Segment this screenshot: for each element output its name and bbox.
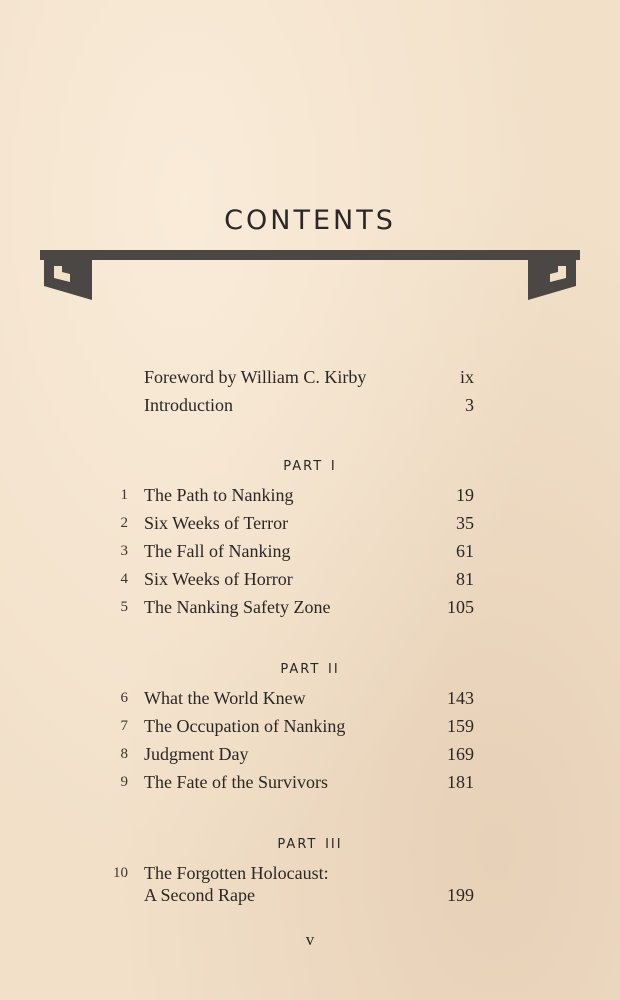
- toc-entry-page: 3: [465, 395, 474, 415]
- chapter-number: 9: [120, 774, 128, 790]
- title-ornament-rule: [40, 246, 580, 308]
- toc-entry-label: The Fall of Nanking: [144, 541, 291, 561]
- chapter-number: 6: [120, 690, 128, 706]
- toc-entry-foreword[interactable]: [0, 364, 620, 390]
- toc-entry-page: 181: [447, 772, 474, 792]
- toc-entry-introduction[interactable]: [0, 392, 620, 418]
- toc-entry-page: 105: [447, 597, 474, 617]
- chapter-number: 5: [120, 599, 128, 615]
- toc-entry-page: 169: [447, 744, 474, 764]
- toc-entry-label: Foreword by William C. Kirby: [144, 367, 367, 387]
- toc-entry-chapter[interactable]: [0, 860, 620, 912]
- chapter-number: 1: [120, 487, 128, 503]
- toc-entry-page: 81: [456, 569, 474, 589]
- toc-entry-label: The Nanking Safety Zone: [144, 597, 331, 617]
- chapter-number: 3: [120, 543, 128, 559]
- toc-entry-label: What the World Knew: [144, 688, 306, 708]
- chapter-number: 4: [120, 571, 128, 587]
- part-heading: part i: [283, 454, 337, 475]
- page-folio: v: [305, 930, 315, 949]
- toc-entry-page: 199: [447, 885, 474, 905]
- toc-entry-label: The Path to Nanking: [144, 485, 294, 505]
- chapter-number: 10: [113, 865, 128, 881]
- toc-entry-chapter[interactable]: [0, 685, 620, 711]
- toc-entry-label-line1: The Forgotten Holocaust:: [144, 863, 329, 883]
- toc-entry-page: 19: [456, 485, 474, 505]
- toc-entry-chapter[interactable]: [0, 482, 620, 508]
- toc-entry-chapter[interactable]: [0, 510, 620, 536]
- toc-entry-chapter[interactable]: [0, 713, 620, 739]
- toc-entry-label: The Fate of the Survivors: [144, 772, 328, 792]
- toc-entry-chapter[interactable]: [0, 741, 620, 767]
- toc-entry-label: Six Weeks of Horror: [144, 569, 293, 589]
- toc-entry-chapter[interactable]: [0, 769, 620, 795]
- toc-entry-label-line2: A Second Rape: [144, 885, 255, 905]
- toc-entry-page: 61: [456, 541, 474, 561]
- toc-entry-chapter[interactable]: [0, 538, 620, 564]
- part-heading: part iii: [277, 832, 343, 853]
- chapter-number: 2: [120, 515, 128, 531]
- toc-entry-label: Six Weeks of Terror: [144, 513, 289, 533]
- page-title: contents: [224, 194, 396, 238]
- toc-entry-label: Judgment Day: [144, 744, 249, 764]
- chapter-number: 7: [120, 718, 128, 734]
- toc-entry-chapter[interactable]: [0, 566, 620, 592]
- toc-entry-page: ix: [459, 367, 474, 387]
- toc-entry-page: 143: [447, 688, 474, 708]
- toc-entry-page: 159: [447, 716, 474, 736]
- part-heading: part ii: [280, 657, 340, 678]
- chapter-number: 8: [120, 746, 128, 762]
- toc-entry-chapter[interactable]: [0, 594, 620, 620]
- toc-entry-page: 35: [456, 513, 474, 533]
- toc-entry-label: Introduction: [144, 395, 233, 415]
- toc-entry-label: The Occupation of Nanking: [144, 716, 346, 736]
